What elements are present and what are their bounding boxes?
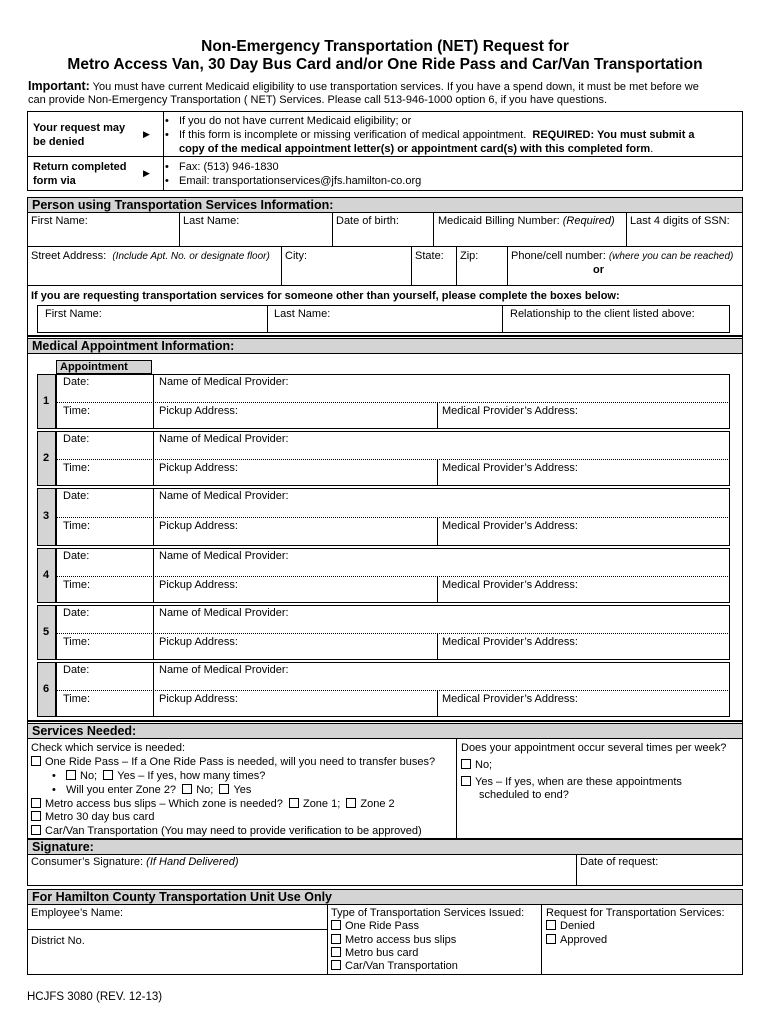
several-question: Does your appointment occur several times per week? — [461, 742, 727, 754]
type-car-van[interactable]: Car/Van Transportation — [331, 960, 458, 972]
zone2-no-checkbox[interactable] — [182, 784, 192, 794]
district-field[interactable]: District No. — [31, 935, 85, 947]
street-field[interactable]: Street Address: (Include Apt. No. or designate floor) — [31, 250, 270, 262]
appointment-number: 4 — [43, 568, 50, 581]
metro30-option[interactable]: Metro 30 day bus card — [31, 811, 154, 823]
signature-section-title: Signature: — [27, 839, 743, 855]
ssn-field[interactable]: Last 4 digits of SSN: — [630, 215, 730, 227]
several-yes-line-2: scheduled to end? — [479, 789, 569, 801]
denied-label-1: Your request may — [33, 122, 126, 134]
several-yes-checkbox[interactable] — [461, 776, 471, 786]
request-approved[interactable]: Approved — [546, 934, 607, 946]
provider-address-field[interactable]: Medical Provider’s Address: — [442, 693, 578, 705]
type-one-ride[interactable]: One Ride Pass — [331, 920, 419, 932]
other-last-name-field[interactable]: Last Name: — [274, 308, 331, 320]
dob-field[interactable]: Date of birth: — [336, 215, 399, 227]
appointment-number: 1 — [43, 394, 50, 407]
metro-access-checkbox[interactable] — [31, 798, 41, 808]
other-person-notice: If you are requesting transportation services for someone other than yourself, please complete the boxes below: — [31, 290, 620, 302]
metro-access-option[interactable]: Metro access bus slips – Which zone is needed? Zone 1; Zone 2 — [31, 798, 395, 810]
date-field[interactable]: Date: — [63, 490, 90, 502]
transfer-yes-checkbox[interactable] — [103, 770, 113, 780]
type-title: Type of Transportation Services Issued: — [331, 907, 525, 919]
time-field[interactable]: Time: — [63, 462, 91, 474]
important-paragraph — [28, 79, 699, 93]
phone-or: or — [593, 264, 604, 276]
title-line-2: Metro Access Van, 30 Day Bus Card and/or One Ride Pass and Car/Van Transportation — [67, 56, 703, 73]
pickup-address-field[interactable]: Pickup Address: — [159, 462, 238, 474]
request-denied-checkbox[interactable] — [546, 920, 556, 930]
denied-required-2: copy of the medical appointment letter(s) or appointment card(s) with this completed form. — [179, 143, 654, 155]
pickup-address-field[interactable]: Pickup Address: — [159, 520, 238, 532]
state-field[interactable]: State: — [415, 250, 444, 262]
time-field[interactable]: Time: — [63, 520, 91, 532]
return-email: • Email: transportationservices@jfs.hamilton-co.org — [165, 175, 422, 187]
zone2-yes-checkbox[interactable] — [219, 784, 229, 794]
provider-address-field[interactable]: Medical Provider’s Address: — [442, 520, 578, 532]
zip-field[interactable]: Zip: — [460, 250, 479, 262]
time-field[interactable]: Time: — [63, 405, 91, 417]
type-metro-bus-card[interactable]: Metro bus card — [331, 947, 418, 959]
services-section-title: Services Needed: — [27, 723, 743, 739]
provider-name-field[interactable]: Name of Medical Provider: — [159, 550, 289, 562]
title-line-1: Non-Emergency Transportation (NET) Request for — [201, 38, 569, 55]
provider-address-field[interactable]: Medical Provider’s Address: — [442, 462, 578, 474]
important-text-1: You must have current Medicaid eligibility to use transportation services. If you have a spend down, it must be met before we — [92, 81, 699, 93]
carvan-checkbox[interactable] — [31, 825, 41, 835]
appointment-number: 6 — [43, 682, 50, 695]
request-denied[interactable]: Denied — [546, 920, 595, 932]
provider-address-field[interactable]: Medical Provider’s Address: — [442, 405, 578, 417]
type-metro-access-checkbox[interactable] — [331, 934, 341, 944]
provider-name-field[interactable]: Name of Medical Provider: — [159, 433, 289, 445]
transfer-no-checkbox[interactable] — [66, 770, 76, 780]
provider-name-field[interactable]: Name of Medical Provider: — [159, 664, 289, 676]
return-label-1: Return completed — [33, 161, 127, 173]
date-of-request-field[interactable]: Date of request: — [580, 856, 659, 868]
arrow-icon: ▶ — [143, 129, 150, 139]
zone2-checkbox[interactable] — [346, 798, 356, 808]
consumer-signature-field[interactable]: Consumer’s Signature: (If Hand Delivered) — [31, 856, 239, 868]
form-id: HCJFS 3080 (REV. 12-13) — [27, 991, 163, 1003]
return-fax: • Fax: (513) 946-1830 — [165, 161, 279, 173]
relationship-field[interactable]: Relationship to the client listed above: — [510, 308, 695, 320]
arrow-icon: ▶ — [143, 168, 150, 178]
provider-name-field[interactable]: Name of Medical Provider: — [159, 490, 289, 502]
other-first-name-field[interactable]: First Name: — [45, 308, 102, 320]
type-one-ride-checkbox[interactable] — [331, 920, 341, 930]
first-name-field[interactable]: First Name: — [31, 215, 88, 227]
date-field[interactable]: Date: — [63, 664, 90, 676]
transfer-row: • No; Yes – If yes, how many times? — [52, 770, 266, 782]
carvan-option[interactable]: Car/Van Transportation (You may need to provide verification to be approved) — [31, 825, 422, 837]
one-ride-option[interactable]: One Ride Pass – If a One Ride Pass is needed, will you need to transfer buses? — [31, 756, 435, 768]
check-which-label: Check which service is needed: — [31, 742, 186, 754]
phone-field[interactable]: Phone/cell number: (where you can be reached) — [511, 250, 734, 262]
zone1-checkbox[interactable] — [289, 798, 299, 808]
appointment-section-title: Medical Appointment Information: — [27, 338, 743, 354]
time-field[interactable]: Time: — [63, 693, 91, 705]
last-name-field[interactable]: Last Name: — [183, 215, 240, 227]
date-field[interactable]: Date: — [63, 607, 90, 619]
several-yes-option[interactable]: Yes – If yes, when are these appointments — [461, 776, 682, 788]
return-label-2: form via — [33, 175, 76, 187]
person-section-title: Person using Transportation Services Information: — [27, 197, 743, 213]
request-title: Request for Transportation Services: — [546, 907, 725, 919]
time-field[interactable]: Time: — [63, 579, 91, 591]
provider-address-field[interactable]: Medical Provider’s Address: — [442, 579, 578, 591]
city-field[interactable]: City: — [285, 250, 307, 262]
date-field[interactable]: Date: — [63, 433, 90, 445]
pickup-address-field[interactable]: Pickup Address: — [159, 405, 238, 417]
provider-name-field[interactable]: Name of Medical Provider: — [159, 376, 289, 388]
type-car-van-checkbox[interactable] — [331, 960, 341, 970]
important-label: Important: — [28, 79, 90, 93]
denied-bullet-1: • If you do not have current Medicaid eligibility; or — [165, 115, 412, 127]
type-metro-access[interactable]: Metro access bus slips — [331, 934, 456, 946]
time-field[interactable]: Time: — [63, 636, 91, 648]
several-no-option[interactable]: No; — [461, 759, 492, 771]
employee-name-field[interactable]: Employee’s Name: — [31, 907, 124, 919]
county-section-title: For Hamilton County Transportation Unit Use Only — [27, 889, 743, 905]
zone2-row: • Will you enter Zone 2? No; Yes — [52, 784, 252, 796]
appointment-number: 5 — [43, 625, 50, 638]
request-approved-checkbox[interactable] — [546, 934, 556, 944]
appointment-number: 2 — [43, 451, 50, 464]
denied-label-2: be denied — [33, 136, 85, 148]
appointment-header-label: Appointment — [60, 361, 128, 373]
metro30-checkbox[interactable] — [31, 811, 41, 821]
several-no-checkbox[interactable] — [461, 759, 471, 769]
appointment-number: 3 — [43, 510, 50, 522]
one-ride-checkbox[interactable] — [31, 756, 41, 766]
date-field[interactable]: Date: — [63, 550, 90, 562]
denied-bullet-2: • If this form is incomplete or missing verification of medical appointment. REQUIRED: You must submit a — [165, 129, 695, 141]
pickup-address-field[interactable]: Pickup Address: — [159, 636, 238, 648]
important-text-2: can provide Non-Emergency Transportation ( NET) Services. Please call 513-946-1000 option 6, if you have questions. — [28, 94, 608, 106]
medicaid-field[interactable]: Medicaid Billing Number: (Required) — [438, 215, 615, 227]
provider-address-field[interactable]: Medical Provider’s Address: — [442, 636, 578, 648]
provider-name-field[interactable]: Name of Medical Provider: — [159, 607, 289, 619]
pickup-address-field[interactable]: Pickup Address: — [159, 693, 238, 705]
date-field[interactable]: Date: — [63, 376, 90, 388]
pickup-address-field[interactable]: Pickup Address: — [159, 579, 238, 591]
type-metro-bus-card-checkbox[interactable] — [331, 947, 341, 957]
